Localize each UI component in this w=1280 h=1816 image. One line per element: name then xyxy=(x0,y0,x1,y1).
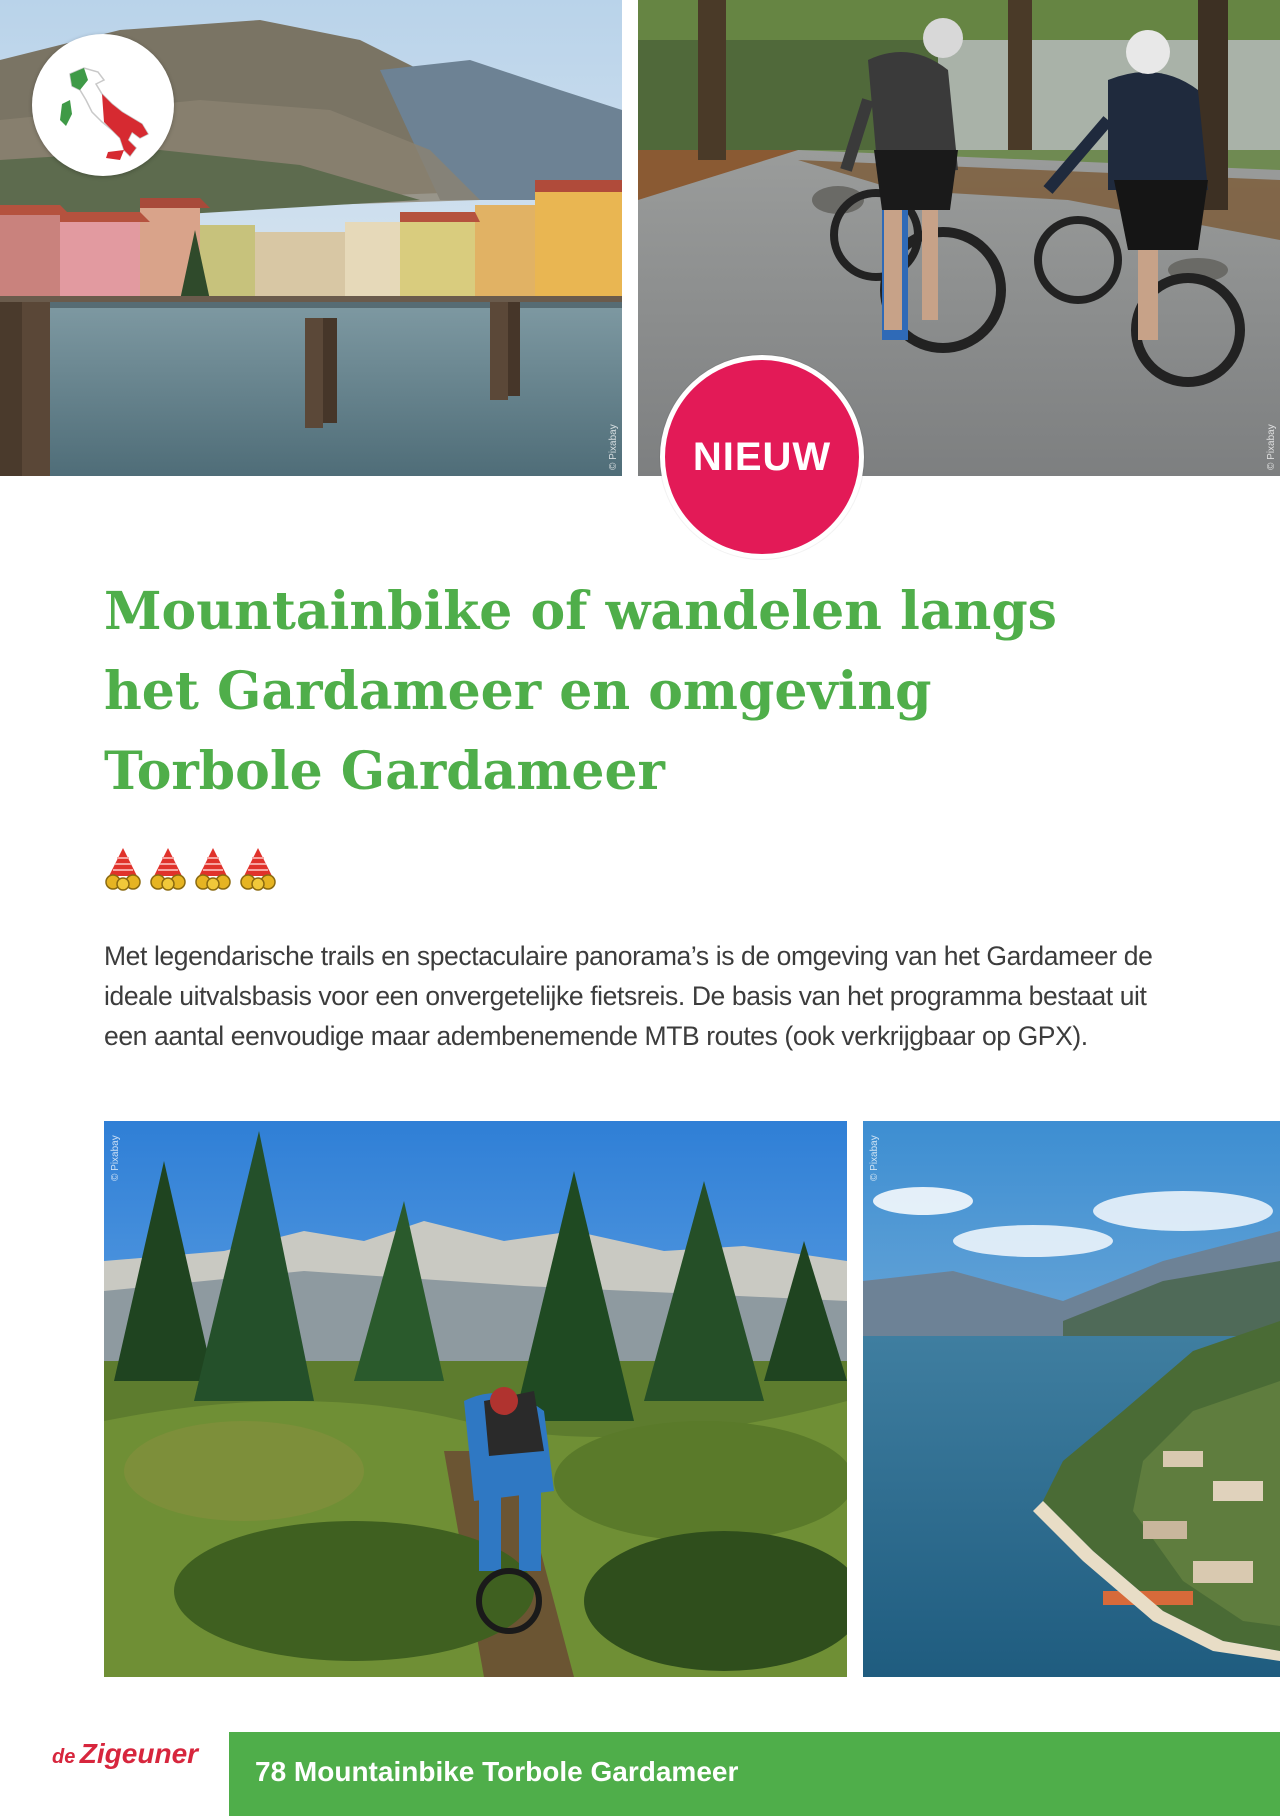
photo-lake-view xyxy=(863,1121,1280,1677)
title-line: het Gardameer en omgeving xyxy=(104,661,932,722)
difficulty-rating xyxy=(104,846,277,892)
intro-text xyxy=(104,936,1184,1056)
footer-bar xyxy=(229,1732,1280,1816)
rating-hat-icon xyxy=(104,846,142,892)
title-line: Torbole Gardameer xyxy=(104,741,665,802)
logo-prefix: de xyxy=(52,1746,76,1768)
photo-credit: © Pixabay xyxy=(1266,424,1277,470)
new-badge-label: NIEUW xyxy=(692,434,832,479)
italy-map-badge xyxy=(32,34,174,176)
italy-map-icon xyxy=(32,34,174,176)
intro-line: Met legendarische trails en spectaculaire panorama’s is de omgeving van het Gardameer de xyxy=(104,941,1153,971)
intro-line: een aantal eenvoudige maar adembenemende MTB routes (ook verkrijgbaar op GPX). xyxy=(104,1021,1088,1051)
brand-logo xyxy=(52,1738,198,1770)
rating-hat-icon xyxy=(149,846,187,892)
rating-hat-icon xyxy=(239,846,277,892)
tour-title xyxy=(104,572,1204,812)
intro-line: ideale uitvalsbasis voor een onvergetelijke fietsreis. De basis van het programma bestaat uit xyxy=(104,981,1147,1011)
new-badge xyxy=(660,355,864,559)
rating-hat-icon xyxy=(194,846,232,892)
photo-credit: © Pixabay xyxy=(110,1135,121,1181)
photo-credit: © Pixabay xyxy=(608,424,619,470)
title-line: Mountainbike of wandelen langs xyxy=(104,581,1057,642)
page-label: 78 Mountainbike Torbole Gardameer xyxy=(255,1756,739,1787)
logo-brand: Zigeuner xyxy=(79,1738,199,1769)
photo-credit: © Pixabay xyxy=(869,1135,880,1181)
photo-mountain-trail xyxy=(104,1121,847,1677)
